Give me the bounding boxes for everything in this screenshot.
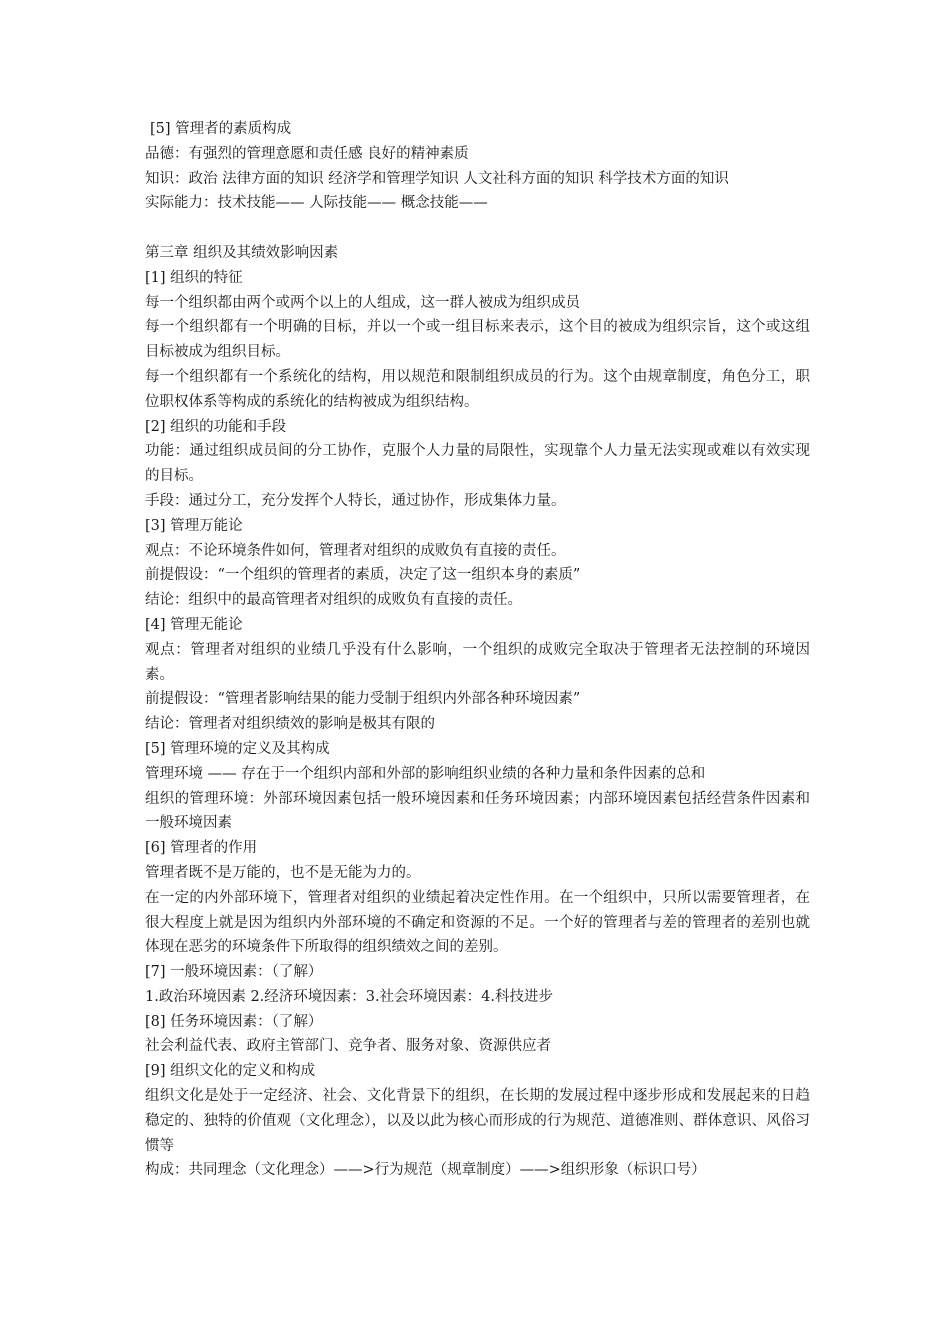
paragraph: 社会利益代表、政府主管部门、竞争者、服务对象、资源供应者 xyxy=(145,1038,551,1055)
section-heading: [8] 任务环境因素：（了解） xyxy=(145,1013,323,1030)
paragraph: 结论：管理者对组织绩效的影响是极其有限的 xyxy=(145,716,435,733)
paragraph: 品德：有强烈的管理意愿和责任感 良好的精神素质 xyxy=(145,145,469,162)
paragraph: 每一个组织都有一个系统化的结构，用以规范和限制组织成员的行为。这个由规章制度，角色分工，职位职权体系等构成的系统化的结构被成为组织结构。 xyxy=(145,368,810,410)
section-heading: [9] 组织文化的定义和构成 xyxy=(145,1063,316,1080)
paragraph: 构成：共同理念（文化理念）——>行为规范（规章制度）——>组织形象（标识口号） xyxy=(145,1162,706,1179)
paragraph: 观点：不论环境条件如何，管理者对组织的成败负有直接的责任。 xyxy=(145,542,566,559)
paragraph: 知识：政治 法律方面的知识 经济学和管理学知识 人文社科方面的知识 科学技术方面的知识 xyxy=(145,170,729,187)
paragraph: 观点：管理者对组织的业绩几乎没有什么影响，一个组织的成败完全取决于管理者无法控制的环境因素。 xyxy=(145,641,810,683)
paragraph: 手段：通过分工，充分发挥个人特长，通过协作，形成集体力量。 xyxy=(145,492,566,509)
paragraph: 管理环境 —— 存在于一个组织内部和外部的影响组织业绩的各种力量和条件因素的总和 xyxy=(145,765,706,782)
paragraph: 组织的管理环境：外部环境因素包括一般环境因素和任务环境因素；内部环境因素包括经营条件因素和一般环境因素 xyxy=(145,790,810,832)
paragraph: 每一个组织都有一个明确的目标，并以一个或一组目标来表示，这个目的被成为组织宗旨，这个或这组目标被成为组织目标。 xyxy=(145,319,810,361)
paragraph: 1.政治环境因素 2.经济环境因素：3.社会环境因素：4.科技进步 xyxy=(145,988,553,1005)
section-heading: [5] 管理者的素质构成 xyxy=(150,121,292,137)
paragraph: 每一个组织都由两个或两个以上的人组成，这一群人被成为组织成员 xyxy=(145,294,580,311)
section-heading: [5] 管理环境的定义及其构成 xyxy=(145,740,330,757)
section-heading: [6] 管理者的作用 xyxy=(145,840,258,857)
paragraph: 前提假设：“一个组织的管理者的素质，决定了这一组织本身的素质” xyxy=(145,567,581,584)
paragraph: 前提假设：“管理者影响结果的能力受制于组织内外部各种环境因素” xyxy=(145,691,581,708)
chapter-title: 第三章 组织及其绩效影响因素 xyxy=(145,244,339,261)
document-page xyxy=(145,117,810,1183)
blank-line xyxy=(145,216,810,241)
paragraph: 功能：通过组织成员间的分工协作，克服个人力量的局限性，实现靠个人力量无法实现或难以有效实现的目标。 xyxy=(145,443,810,485)
section-heading: [4] 管理无能论 xyxy=(145,616,243,633)
paragraph: 结论：组织中的最高管理者对组织的成败负有直接的责任。 xyxy=(145,592,522,609)
paragraph: 组织文化是处于一定经济、社会、文化背景下的组织，在长期的发展过程中逐步形成和发展起来的日趋稳定的、独特的价值观（文化理念），以及以此为核心而形成的行为规范、道德准则、群体意识、风俗习惯等 xyxy=(145,1088,810,1154)
section-heading: [7] 一般环境因素：（了解） xyxy=(145,964,323,981)
paragraph: 管理者既不是万能的，也不是无能为力的。 xyxy=(145,864,421,881)
paragraph: 在一定的内外部环境下，管理者对组织的业绩起着决定性作用。在一个组织中，只所以需要管理者，在很大程度上就是因为组织内外部环境的不确定和资源的不足。一个好的管理者与差的管理者的差别也就体现在恶劣的环境条件下所取得的组织绩效之间的差别。 xyxy=(145,889,810,956)
section-heading: [2] 组织的功能和手段 xyxy=(145,418,287,435)
paragraph: 实际能力：技术技能—— 人际技能—— 概念技能—— xyxy=(145,195,488,212)
section-heading: [1] 组织的特征 xyxy=(145,269,243,286)
section-heading: [3] 管理万能论 xyxy=(145,517,243,534)
